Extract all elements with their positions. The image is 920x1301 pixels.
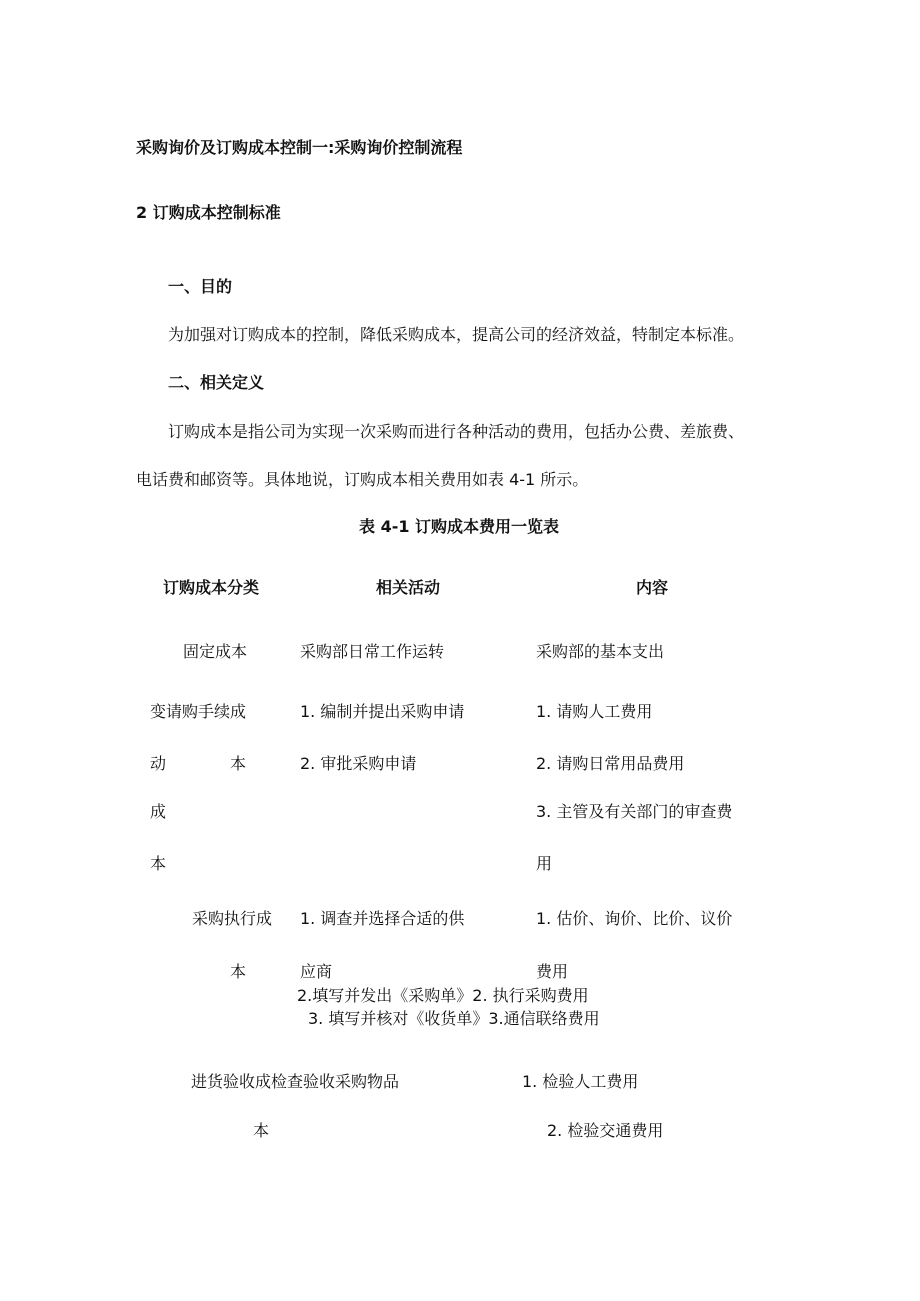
inspect-row-1-right: 1. 检验人工费用 — [522, 1072, 639, 1091]
request-cost-category: 变请购手续成 — [150, 702, 247, 721]
fixed-cost-content: 采购部的基本支出 — [536, 642, 665, 661]
table-header-content: 内容 — [636, 578, 669, 597]
table-caption: 表 4-1 订购成本费用一览表 — [359, 517, 560, 536]
inspect-row-2-right: 2. 检验交通费用 — [547, 1121, 664, 1140]
definition-text-line-1: 订购成本是指公司为实现一次采购而进行各种活动的费用，包括办公费、差旅费、 — [168, 422, 745, 441]
purpose-text: 为加强对订购成本的控制，降低采购成本，提高公司的经济效益，特制定本标准。 — [168, 325, 745, 344]
exec-cost-category-cont: 本 — [230, 962, 247, 981]
inspect-row-2-left: 本 — [253, 1121, 270, 1140]
exec-row-3: 3. 填写并核对《收货单》3.通信联络费用 — [308, 1009, 600, 1028]
variable-cost-char-3: 本 — [150, 854, 167, 873]
table-header-category: 订购成本分类 — [163, 578, 260, 597]
request-content-3-cont: 用 — [536, 854, 553, 873]
exec-activity-1: 1. 调查并选择合适的供 — [300, 909, 465, 928]
exec-content-1: 1. 估价、询价、比价、议价 — [536, 909, 733, 928]
request-content-2: 2. 请购日常用品费用 — [536, 754, 685, 773]
request-content-1: 1. 请购人工费用 — [536, 702, 653, 721]
request-activity-2: 2. 审批采购申请 — [300, 754, 417, 773]
exec-row-2: 2.填写并发出《采购单》2. 执行采购费用 — [297, 986, 589, 1005]
definition-text-line-2: 电话费和邮资等。具体地说，订购成本相关费用如表 4-1 所示。 — [136, 470, 589, 489]
document-title: 采购询价及订购成本控制一:采购询价控制流程 — [136, 138, 463, 157]
variable-cost-char-2: 成 — [150, 802, 167, 821]
request-activity-1: 1. 编制并提出采购申请 — [300, 702, 465, 721]
fixed-cost-category: 固定成本 — [183, 642, 248, 661]
fixed-cost-activity: 采购部日常工作运转 — [300, 642, 445, 661]
purpose-heading: 一、目的 — [168, 277, 233, 296]
table-header-activity: 相关活动 — [376, 578, 441, 597]
variable-cost-char-1: 动 — [150, 754, 167, 773]
exec-activity-1-cont: 应商 — [300, 962, 333, 981]
request-content-3: 3. 主管及有关部门的审查费 — [536, 802, 733, 821]
exec-content-1-cont: 费用 — [536, 962, 569, 981]
exec-cost-category: 采购执行成 — [192, 909, 273, 928]
definition-heading: 二、相关定义 — [168, 373, 265, 392]
inspect-row-1-left: 进货验收成检查验收采购物品 — [191, 1072, 400, 1091]
section-heading: 2 订购成本控制标准 — [136, 203, 281, 222]
request-cost-category-cont: 本 — [230, 754, 247, 773]
